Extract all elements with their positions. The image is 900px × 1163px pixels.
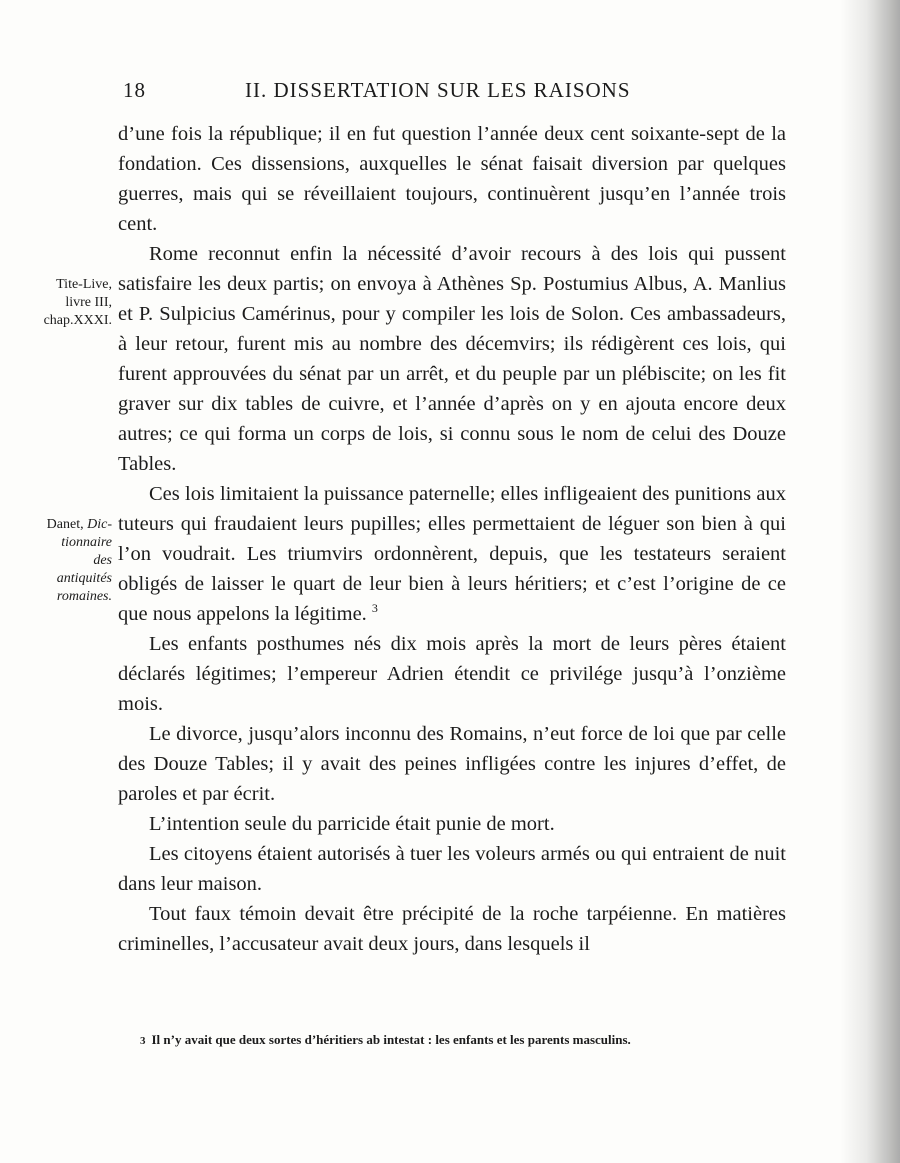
- margin-note-italic: tionnaire: [61, 535, 112, 550]
- margin-note-line: livre III,: [65, 295, 112, 310]
- paragraph: Les citoyens étaient autorisés à tuer les voleurs armés ou qui entraient de nuit dans leur maison.: [118, 843, 786, 895]
- paragraph: Tout faux témoin devait être précipité de la roche tarpéienne. En matières criminelles, l’accusateur avait deux jours, dans lesquels il: [118, 903, 786, 955]
- footnote-text: Il n’y avait que deux sortes d’héritiers ab intestat : les enfants et les parents masculins.: [151, 1032, 631, 1047]
- margin-note-livy: [16, 276, 112, 330]
- paragraph: [118, 479, 786, 629]
- margin-note-italic: Dic-: [87, 517, 112, 532]
- margin-note-italic: romaines.: [56, 589, 112, 604]
- page-header: [123, 78, 663, 108]
- margin-note-line: chap.XXXI.: [43, 313, 112, 328]
- margin-note-italic: des: [93, 553, 112, 568]
- margin-note-line: Tite-Live,: [56, 277, 112, 292]
- footnote-reference: 3: [371, 601, 378, 616]
- margin-note-author: Danet,: [46, 517, 84, 532]
- paragraph: d’une fois la république; il en fut question l’année deux cent soixante-sept de la fondation. Ces dissensions, auxquelles le sénat faisait diversion par quelques guerres, mais qui se réveillaient toujours, continuèrent jusqu’en l’année trois cent.: [118, 123, 786, 235]
- page-edge-shadow: [840, 0, 900, 1163]
- paragraph-text: Ces lois limitaient la puissance paternelle; elles infligeaient des punitions aux tuteurs qui fraudaient leurs pupilles; elles permettaient de léguer son bien à qui l’on voudrait. Les triumvirs ordonnèrent, depuis, que les testateurs seraient obligés de laisser le quart de leur bien à leurs héritiers; et c’est l’origine de ce que nous appelons la légitime.: [118, 483, 786, 625]
- running-title: II. DISSERTATION SUR LES RAISONS: [245, 78, 631, 102]
- paragraph: L’intention seule du parricide était punie de mort.: [149, 813, 555, 835]
- footnote: [140, 1032, 780, 1048]
- page-number: 18: [123, 78, 146, 102]
- paragraph: Rome reconnut enfin la nécessité d’avoir recours à des lois qui pussent satisfaire les deux partis; on envoya à Athènes Sp. Postumius Albus, A. Manlius et P. Sulpicius Camérinus, pour y compiler les lois de Solon. Ces ambassadeurs, à leur retour, furent mis au nombre des décemvirs; ils rédigèrent ces lois, qui furent approuvées du sénat par un arrêt, et du peuple par un plébiscite; on les fit graver sur dix tables de cuivre, et l’année d’après on y en ajouta encore deux autres; ce qui forma un corps de lois, si connu sous le nom de celui des Douze Tables.: [118, 243, 786, 475]
- body-text: [118, 119, 786, 959]
- paragraph: Les enfants posthumes nés dix mois après la mort de leurs pères étaient déclarés légitimes; l’empereur Adrien étendit ce privilége jusqu’à l’onzième mois.: [118, 633, 786, 715]
- footnote-mark: 3: [140, 1035, 146, 1047]
- margin-note-line: [16, 516, 112, 534]
- paragraph: Le divorce, jusqu’alors inconnu des Romains, n’eut force de loi que par celle des Douze Tables; il y avait des peines infligées contre les injures d’effet, de paroles et par écrit.: [118, 723, 786, 805]
- margin-note-danet: [16, 516, 112, 606]
- margin-note-italic: antiquités: [56, 571, 112, 586]
